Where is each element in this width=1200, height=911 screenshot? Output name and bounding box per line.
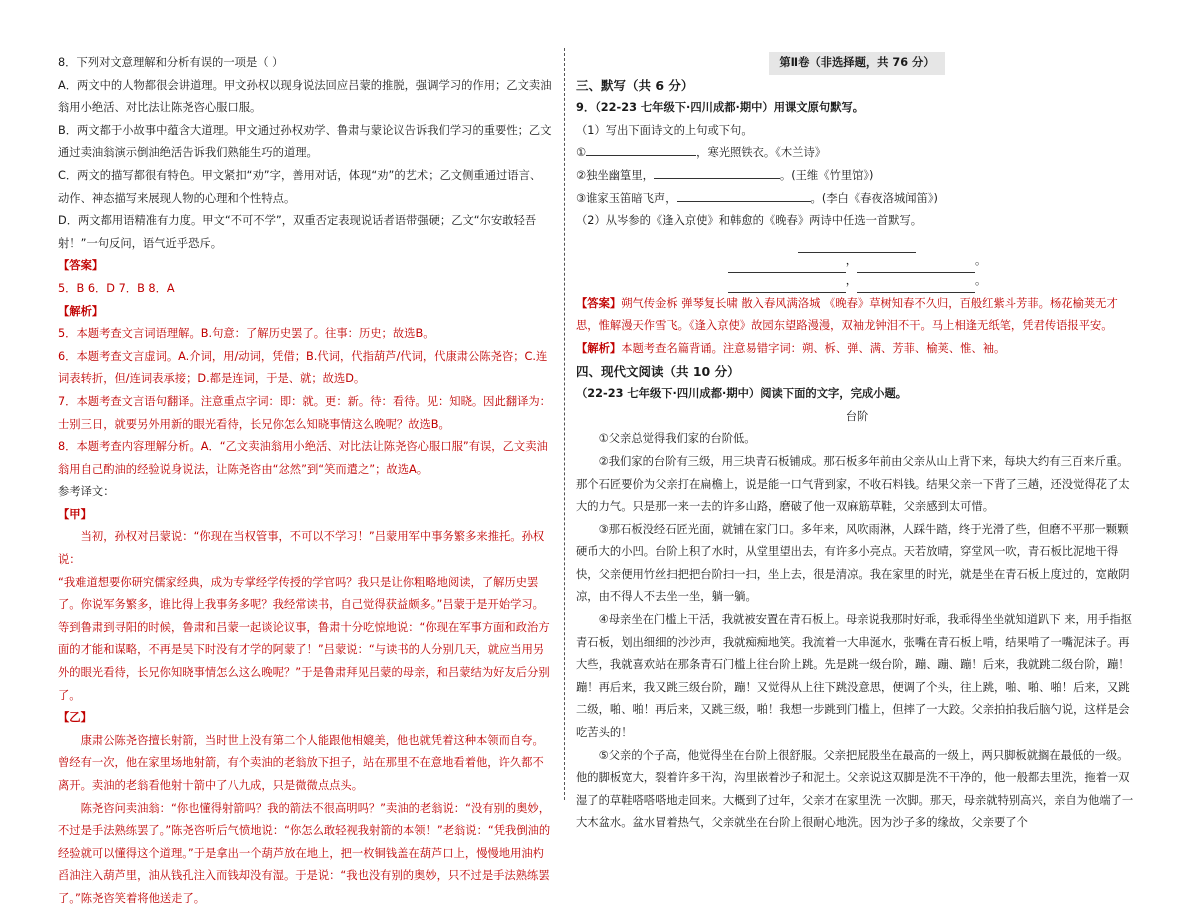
poem-line-1a[interactable] (728, 259, 846, 273)
essay-para-4: ④母亲坐在门槛上干活，我就被安置在青石板上。母亲说我那时好乖，我乖得坐坐就知道趴下 来，用手指抠青石板，划出细细的沙沙声，我就痴痴地笑。我流着一大串涎水，张嘴在青石板上啃，结果啃了一嘴泥沫子。再大些，我就喜欢站在那条青石门槛上往台阶上跳。先是跳一级台阶，蹦、蹦、蹦！后来，我就跳二级台阶，蹦！蹦！再后来，我又跳三级台阶，蹦！又觉得从上往下跳没意思，便调了个头，往上跳，啪、啪、啪！后来，又跳二级，啪、啪！再后来，又跳三级，啪！我想一步跳到门槛上，但摔了一大跤。父亲拍拍我后脑勺说，这样是会吃苦头的！ (576, 613, 1132, 740)
q9-analysis (576, 338, 1138, 361)
poem-title-field[interactable] (798, 239, 916, 253)
paper-section-title: 第Ⅱ卷（非选择题，共 76 分） (769, 52, 944, 75)
q9-line-2-pre: ②独坐幽篁里， (576, 168, 654, 182)
answer-text: 5．B 6．D 7．B 8．A (58, 281, 175, 295)
column-divider (564, 48, 566, 800)
essay-title: 台阶 (845, 409, 869, 423)
section-4-heading: 四、现代文阅读（共 10 分） (576, 363, 740, 379)
yi-label: 【乙】 (58, 711, 92, 725)
q8-option-b: B．两文都于小故事中蕴含大道理。甲文通过孙权劝学、鲁肃与蒙论议告诉我们学习的重要性；乙文通过卖油翁演示倒油绝活告诉我们熟能生巧的道理。 (58, 123, 552, 160)
jia-text-2: “我难道想要你研究儒家经典，成为专掌经学传授的学官吗？我只是让你粗略地阅读，了解历史罢了。你说军务繁多，谁比得上我事务多呢？我经常读书，自己觉得获益颇多。”吕蒙于是开始学习。等到鲁肃到寻阳的时候，鲁肃和吕蒙一起谈论议事，鲁肃十分吃惊地说：“你现在军事方面和政治方面的才能和谋略，不再是吴下时没有才学的阿蒙了！”吕蒙说：“与读书的人分别几天，就应当用另外的眼光看待，长兄你知晓事情怎么这么晚呢？”于是鲁肃拜见吕蒙的母亲，和吕蒙结为好友后分别了。 (58, 575, 550, 702)
poem-line-2b[interactable] (857, 279, 975, 293)
q8-option-d: D．两文都用语精准有力度。甲文“不可不学”，双重否定表现说话者语带强硬；乙文“尔安敢轻吾射！”一句反问，语气近乎恐斥。 (58, 214, 537, 250)
q8-option-c: C．两文的描写都很有特色。甲文紧扣“劝”字，善用对话，体现“劝”的艺术；乙文侧重通过语言、动作、神态描写来展现人物的心理和个性特点。 (58, 168, 542, 205)
q9-line-3-pre: ③谁家玉笛暗飞声， (576, 191, 677, 205)
analysis-8: 8．本题考查内容理解分析。A．“乙文卖油翁用小绝活、对比法让陈尧咨心服口服”有误，乙文卖油翁用自己酌油的经验说身说法，让陈尧咨由“忿然”到“笑而遣之”；故选A。 (58, 440, 548, 476)
q9-answer (576, 293, 1138, 338)
q9-line-3 (576, 188, 1138, 211)
essay-para-5: ⑤父亲的个子高，他觉得坐在台阶上很舒服。父亲把屁股坐在最高的一级上，两只脚板就搁在最低的一级。他的脚板宽大，裂着许多干沟，沟里嵌着沙子和泥土。父亲说这双脚是洗不干净的，他一般都去里洗，拖着一双湿了的草鞋嗒嗒嗒地走回来。大概到了过年，父亲才在家里洗 一次脚。那天，母亲就特别高兴，亲自为他端了一大木盆水。盆水冒着热气，父亲就坐在台阶上很耐心地洗。因为沙子多的缘故，父亲要了个 (576, 748, 1134, 830)
essay-para-1: ①父亲总觉得我们家的台阶低。 (598, 432, 756, 446)
reference-translation-label: 参考译文： (58, 485, 115, 499)
analysis-5: 5．本题考查文言词语理解。B.句意：了解历史罢了。往事：历史；故选B。 (58, 327, 435, 341)
q8-stem: 8．下列对文意理解和分析有误的一项是（ ） (58, 56, 284, 69)
q9-answer-text: 朔气传金柝 弹琴复长啸 散入春风满洛城 《晚春》草树知春不久归，百般红紫斗芳菲。杨花榆荚无才思，惟解漫天作雪飞。《逢入京使》故园东望路漫漫，双袖龙钟泪不干。马上相逢无纸笔，凭君传语报平安。 (576, 296, 1118, 333)
q9-blank-2[interactable] (654, 165, 780, 179)
q9-line-1-post: ，寒光照铁衣。《木兰诗》 (696, 146, 827, 160)
yi-text-2: 陈尧咨问卖油翁：“你也懂得射箭吗？我的箭法不很高明吗？”卖油的老翁说：“没有别的奥妙，不过是手法熟练罢了。”陈尧咨听后气愤地说：“你怎么敢轻视我射箭的本领！”老翁说：“凭我倒油的经验就可以懂得这个道理。”于是拿出一个葫芦放在地上，把一枚铜钱盖在葫芦口上，慢慢地用油杓舀油注入葫芦里，油从钱孔注入而钱却没有湿。于是说：“我也没有别的奥妙，只不过是手法熟练罢了。”陈尧咨笑着将他送走了。 (58, 801, 551, 905)
analysis-label: 【解析】 (58, 304, 104, 318)
reading-heading: （22-23 七年级下·四川成都·期中）阅读下面的文字，完成小题。 (576, 387, 908, 401)
jia-text-1: 当初，孙权对吕蒙说：“你现在当权管事，不可以不学习！”吕蒙用军中事务繁多来推托。孙权说： (58, 530, 545, 567)
q9-analysis-label: 【解析】 (576, 341, 622, 355)
essay-para-2: ②我们家的台阶有三级，用三块青石板铺成。那石板多年前由父亲从山上背下来，每块大约有三百来斤重。那个石匠要价为父亲打在扁檐上，说是能一口气背到家，不收石料钱。结果父亲一下背了三趟，还没觉得花了太大的力气。只是那一来一去的许多山路，磨破了他一双麻筋草鞋，父亲感到太可惜。 (576, 454, 1130, 514)
q9-line-1 (576, 142, 1138, 165)
jia-label: 【甲】 (58, 507, 92, 521)
q9-line-1-pre: ① (576, 146, 587, 160)
right-column (576, 52, 1138, 835)
answer-label: 【答案】 (58, 259, 104, 273)
q9-blank-3[interactable] (677, 188, 811, 202)
q9-sub2: （2）从岑参的《逢入京使》和韩愈的《晚春》两诗中任选一首默写。 (576, 214, 923, 228)
q8-option-a: A．两文中的人物都很会讲道理。甲文孙权以现身说法回应吕蒙的推脱，强调学习的作用；乙文卖油翁用小绝活、对比法让陈尧咨心服口服。 (58, 78, 552, 115)
q9-sub1: （1）写出下面诗文的上句或下句。 (576, 123, 753, 137)
section-3-heading: 三、默写（共 6 分） (576, 77, 694, 93)
poem-line-2a[interactable] (728, 279, 846, 293)
poem-title-blank (576, 233, 1138, 253)
q9-line-3-post: 。(李白《春夜洛城闻笛》) (810, 191, 938, 205)
poem-line-blank-1: ， 。 (576, 253, 1138, 273)
q9-heading: 9．（22-23 七年级下·四川成都·期中）用课文原句默写。 (576, 101, 865, 115)
poem-line-blank-2: ， 。 (576, 273, 1138, 293)
analysis-6: 6．本题考查文言虚词。A.介词，用/动词，凭借；B.代词，代指葫芦/代词，代康肃公陈尧咨；C.连词表转折，但/连词表承接；D.都是连词，于是、就；故选D。 (58, 349, 548, 386)
analysis-7: 7．本题考查文言语句翻译。注意重点字词：即：就。更：新。待：看待。见：知晓。因此翻译为：士别三日，就要另外用新的眼光看待，长兄你怎么知晓事情这么晚呢？故选B。 (58, 394, 551, 431)
essay-para-3: ③那石板没经石匠光面，就铺在家门口。多年来，风吹雨淋，人踩牛踏，终于光滑了些，但磨不平那一颗颗硬币大的小凹。台阶上积了水时，从堂里望出去，有许多小亮点。天若放晴，穿堂风一吹，青石板比泥地干得快，父亲便用竹丝扫把把台阶扫一扫，坐上去，很是清凉。我在家里的时光，就是坐在青石板上度过的，宽敞阴凉，由不得人不去坐一坐，躺一躺。 (576, 522, 1130, 604)
poem-line-1b[interactable] (857, 259, 975, 273)
q9-line-2-post: 。(王维《竹里馆》) (779, 168, 874, 182)
yi-text-1: 康肃公陈尧咨擅长射箭，当时世上没有第二个人能跟他相媲美，他也就凭着这种本领而自夸。曾经有一次，他在家里场地射箭，有个卖油的老翁放下担子，站在那里不在意地看着他，许久都不离开。卖油的老翁看他射十箭中了八九成，只是微微点点头。 (58, 733, 544, 792)
q9-line-2 (576, 165, 1138, 188)
left-column (58, 52, 552, 911)
q9-analysis-text: 本题考查名篇背诵。注意易错字词：朔、柝、弹、满、芳菲、榆荚、惟、袖。 (621, 341, 1006, 355)
q9-answer-label: 【答案】 (576, 296, 622, 310)
q9-blank-1[interactable] (586, 142, 696, 156)
